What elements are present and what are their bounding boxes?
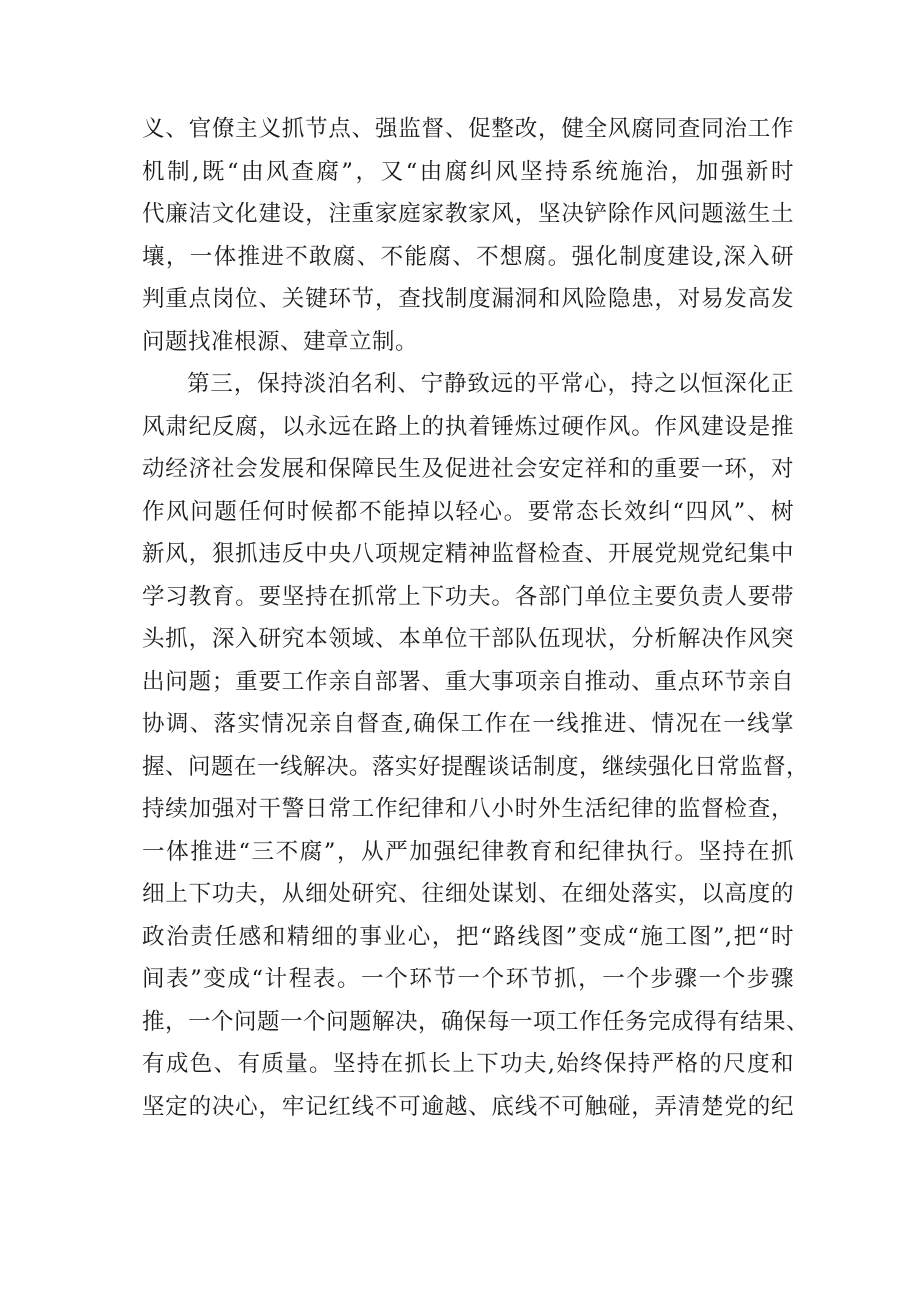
body-text bbox=[142, 108, 810, 1128]
text-line: 动经济社会发展和保障民生及促进社会安定祥和的重要一环，对 bbox=[142, 456, 794, 482]
text-line: 间表”变成“计程表。一个环节一个环节抓，一个步骤一个步骤 bbox=[142, 966, 794, 992]
text-line: 判重点岗位、关键环节，查找制度漏洞和风险隐患，对易发高发 bbox=[142, 286, 794, 312]
text-line: 问题找准根源、建章立制。 bbox=[142, 328, 419, 355]
text-line: 坚定的决心，牢记红线不可逾越、底线不可触碰，弄清楚党的纪 bbox=[142, 1093, 794, 1120]
text-line: 有成色、有质量。坚持在抓长上下功夫,始终保持严格的尺度和 bbox=[142, 1051, 794, 1077]
text-line: 机制,既“由风查腐”，又“由腐纠风坚持系统施治，加强新时 bbox=[142, 158, 794, 185]
text-line: 持续加强对干警日常工作纪律和八小时外生活纪律的监督检查， bbox=[142, 796, 794, 822]
text-line: 细上下功夫，从细处研究、往细处谋划、在细处落实，以高度的 bbox=[142, 881, 794, 907]
text-line: 推，一个问题一个问题解决，确保每一项工作任务完成得有结果、 bbox=[142, 1008, 810, 1035]
text-line: 作风问题任何时候都不能掉以轻心。要常态长效纠“四风”、树 bbox=[142, 498, 794, 525]
paragraph-start-line: 第三，保持淡泊名利、宁静致远的平常心，持之以恒深化正 bbox=[187, 371, 794, 397]
text-line: 一体推进“三不腐”，从严加强纪律教育和纪律执行。坚持在抓 bbox=[142, 838, 794, 865]
text-line: 协调、落实情况亲自督查,确保工作在一线推进、情况在一线掌 bbox=[142, 711, 794, 737]
text-line: 壤，一体推进不敢腐、不能腐、不想腐。强化制度建设,深入研 bbox=[142, 243, 794, 270]
text-line: 出问题；重要工作亲自部署、重大事项亲自推动、重点环节亲自 bbox=[142, 668, 794, 695]
text-line: 风肃纪反腐，以永远在路上的执着锤炼过硬作风。作风建设是推 bbox=[142, 413, 794, 440]
text-line: 代廉洁文化建设，注重家庭家教家风，坚决铲除作风问题滋生土 bbox=[142, 201, 794, 227]
text-line: 政治责任感和精细的事业心，把“路线图”变成“施工图”,把“时 bbox=[142, 923, 794, 950]
text-line: 义、官僚主义抓节点、强监督、促整改，健全风腐同查同治工作 bbox=[142, 116, 794, 142]
text-line: 握、问题在一线解决。落实好提醒谈话制度，继续强化日常监督， bbox=[142, 753, 810, 780]
text-line: 学习教育。要坚持在抓常上下功夫。各部门单位主要负责人要带 bbox=[142, 583, 794, 610]
text-line: 头抓，深入研究本领域、本单位干部队伍现状，分析解决作风突 bbox=[142, 626, 794, 652]
text-line: 新风，狠抓违反中央八项规定精神监督检查、开展党规党纪集中 bbox=[142, 541, 794, 567]
